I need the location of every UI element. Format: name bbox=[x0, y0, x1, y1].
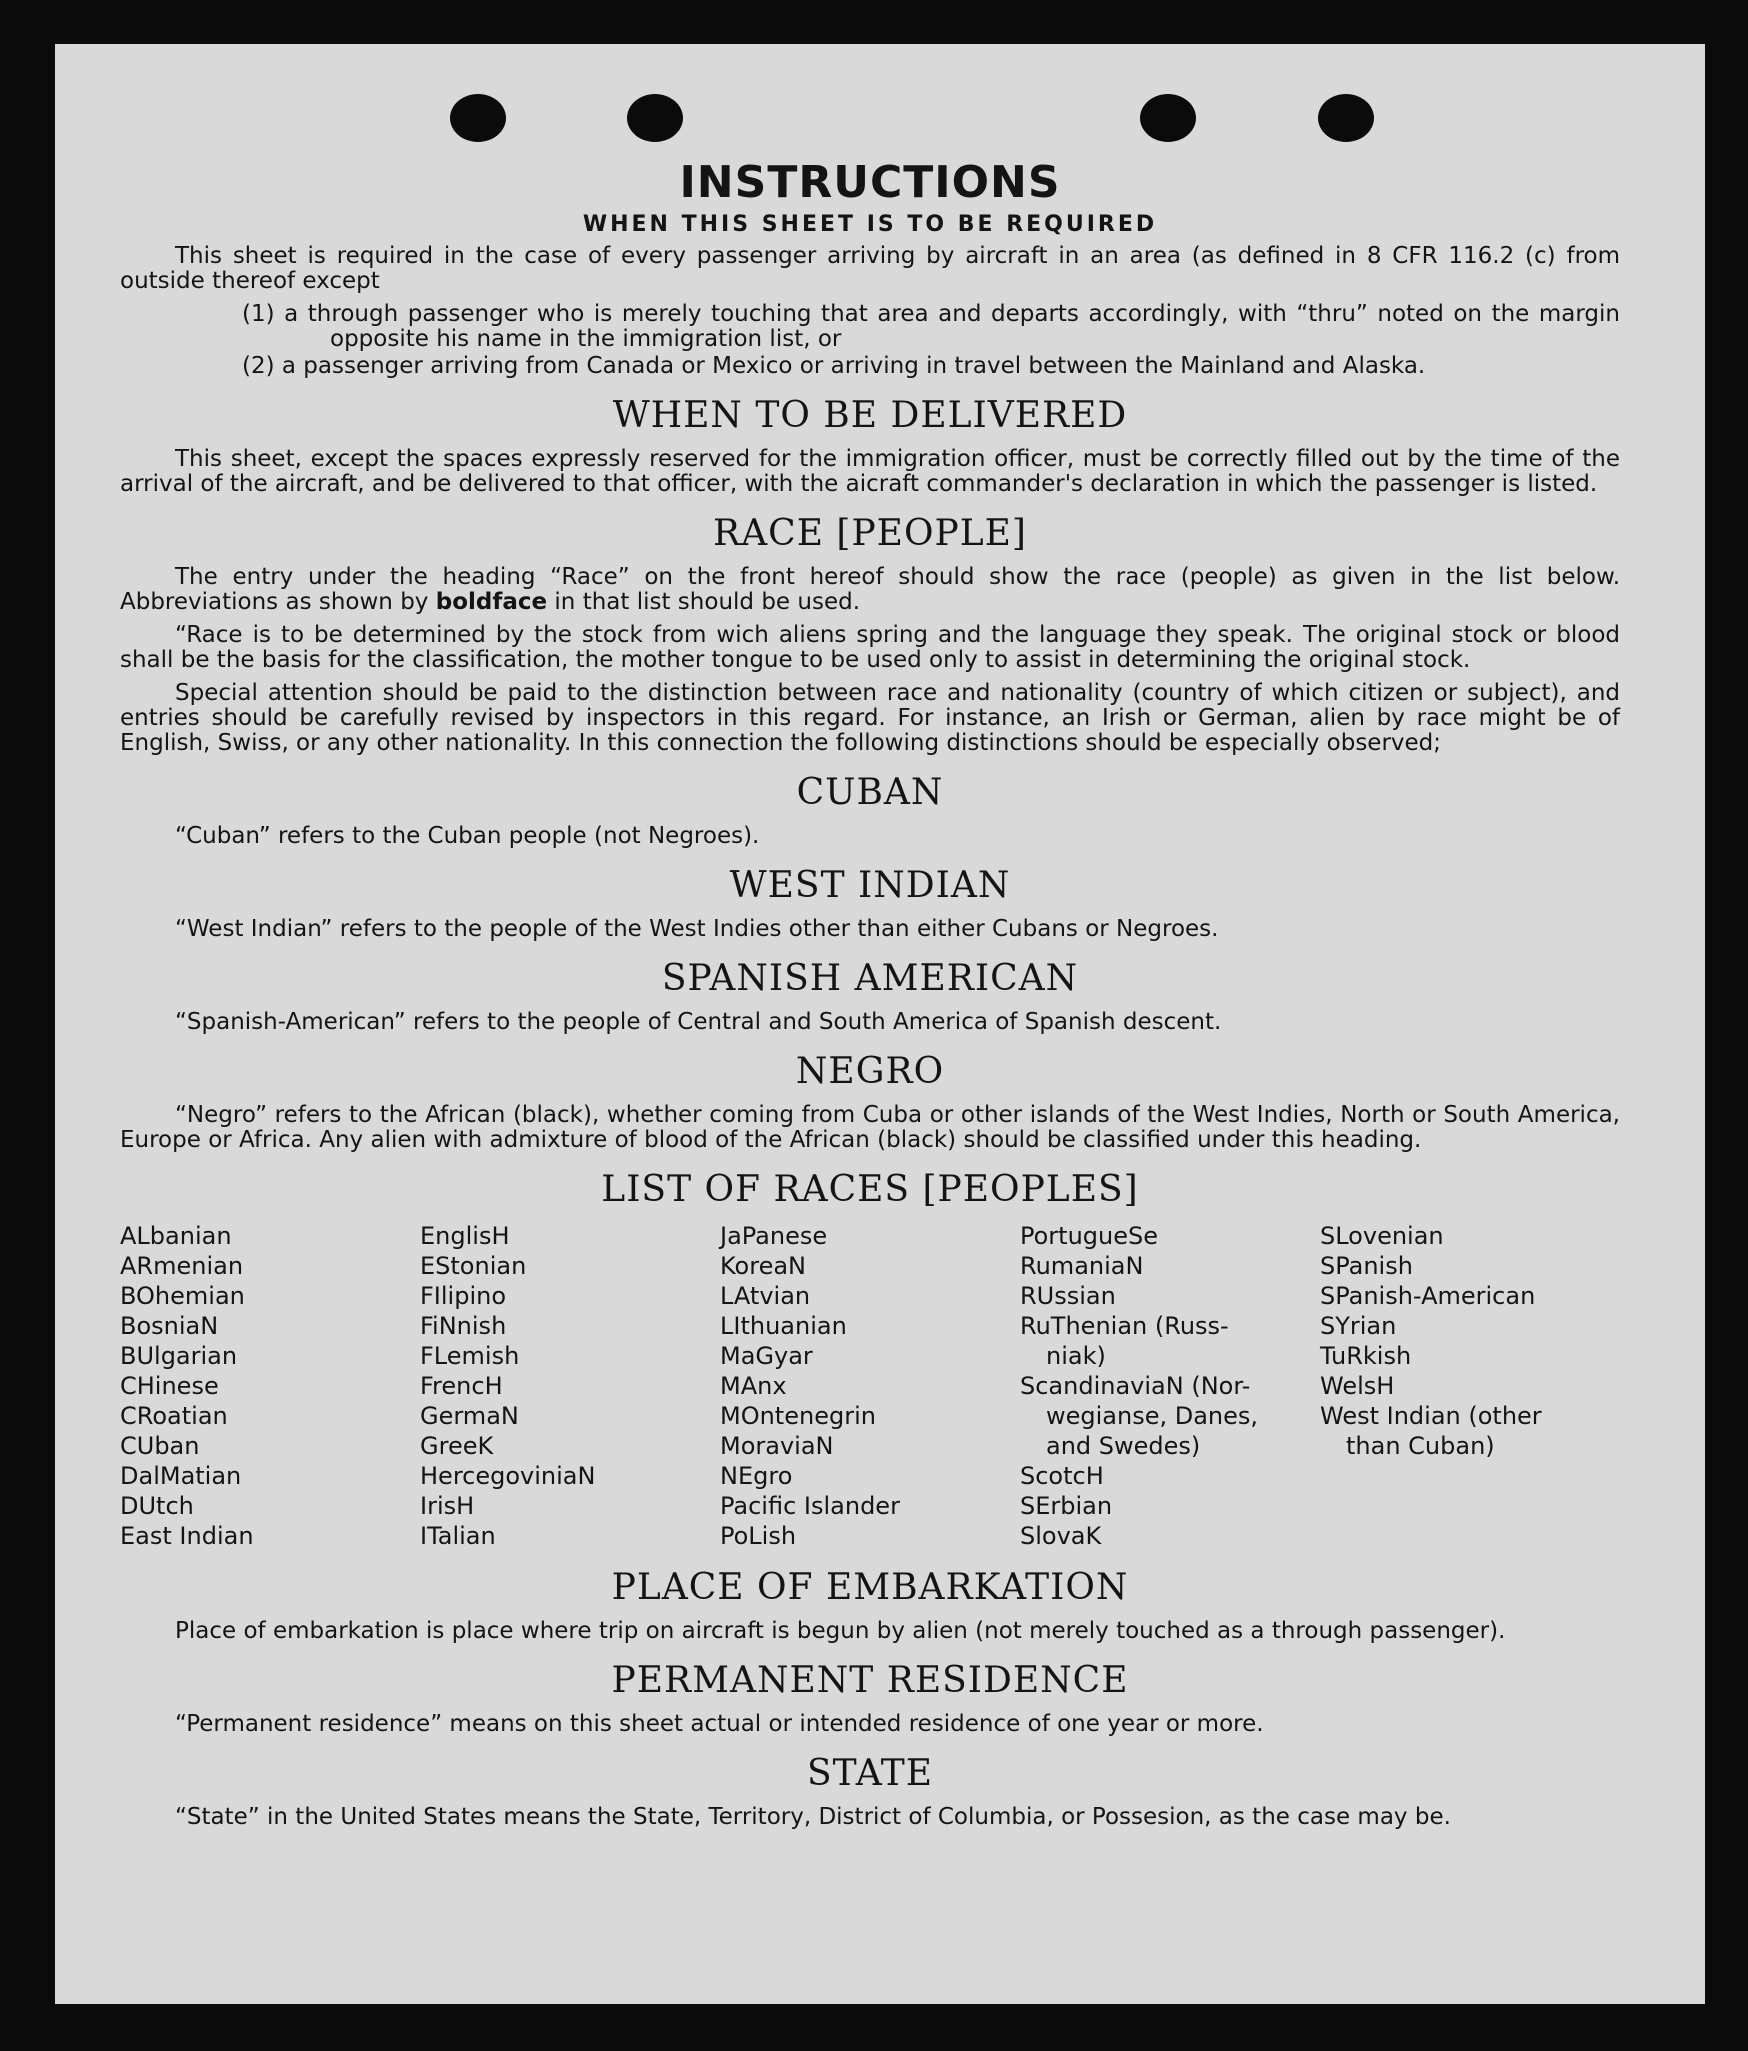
race-paragraph-1 bbox=[120, 565, 1620, 615]
punch-hole bbox=[450, 94, 506, 142]
list-item: ScotcH bbox=[1020, 1462, 1104, 1490]
state-text: “State” in the United States means the State, Territory, District of Columbia, or Possesion, as the case may be. bbox=[175, 1804, 1451, 1830]
list-item: ARmenian bbox=[120, 1252, 244, 1280]
delivered-heading: WHEN TO BE DELIVERED bbox=[612, 395, 1128, 436]
races-list bbox=[120, 1221, 1620, 1551]
list-item: CUban bbox=[120, 1432, 200, 1460]
list-item: FiNnish bbox=[420, 1312, 507, 1340]
residence-heading: PERMANENT RESIDENCE bbox=[611, 1660, 1129, 1701]
list-item: NEgro bbox=[720, 1462, 793, 1490]
races-column bbox=[1020, 1221, 1320, 1551]
delivered-text: This sheet, except the spaces expressly reserved for the immigration officer, must be correctly filled out by the time of the arrival of the aircraft, and be delivered to that officer, with the aicraft commander's declaration in which the passenger is listed. bbox=[120, 446, 1620, 497]
list-item: DalMatian bbox=[120, 1462, 242, 1490]
state-heading: STATE bbox=[806, 1753, 934, 1794]
list-of-races-heading: LIST OF RACES [PEOPLES] bbox=[601, 1169, 1139, 1210]
page-title: INSTRUCTIONS bbox=[679, 157, 1061, 208]
list-item: West Indian (other bbox=[1320, 1402, 1542, 1430]
list-item: SYrian bbox=[1320, 1312, 1397, 1340]
list-item: GermaN bbox=[420, 1402, 519, 1430]
races-column bbox=[420, 1221, 720, 1551]
race-paragraph-3: Special attention should be paid to the distinction between race and nationality (country of which citizen or subject), and entries should be carefully revised by inspectors in this regard. For instance, an Irish or German, alien by race might be of English, Swiss, or any other nationality. In this connection the following distinctions should be especially observed; bbox=[120, 680, 1620, 756]
list-item: FrencH bbox=[420, 1372, 503, 1400]
list-item: SPanish bbox=[1320, 1252, 1413, 1280]
list-item: SLovenian bbox=[1320, 1222, 1444, 1250]
list-item: SlovaK bbox=[1020, 1522, 1102, 1550]
list-item: IrisH bbox=[420, 1492, 475, 1520]
races-column bbox=[1320, 1221, 1620, 1551]
intro-paragraph: This sheet is required in the case of every passenger arriving by aircraft in an area (as defined in 8 CFR 116.2 (c) from outside thereof except bbox=[120, 243, 1620, 294]
list-item: Pacific Islander bbox=[720, 1492, 900, 1520]
boldface-word: boldface bbox=[435, 589, 548, 615]
list-item: GreeK bbox=[420, 1432, 494, 1460]
exception-item: (1) a through passenger who is merely touching that area and departs accordingly, with “thru” noted on the margin opposite his name in the immigration list, or bbox=[242, 301, 1620, 352]
list-item: JaPanese bbox=[720, 1222, 828, 1250]
list-item: SErbian bbox=[1020, 1492, 1113, 1520]
list-item: DUtch bbox=[120, 1492, 194, 1520]
punch-hole bbox=[1318, 94, 1374, 142]
list-item: BosniaN bbox=[120, 1312, 219, 1340]
races-column bbox=[120, 1221, 420, 1551]
instructions-document bbox=[120, 156, 1620, 1838]
list-item: than Cuban) bbox=[1346, 1432, 1495, 1460]
race-text: The entry under the heading “Race” on the front hereof should show the race (people) as given in the list below. Abbreviations as shown by bbox=[120, 564, 1620, 615]
list-item: PortugueSe bbox=[1020, 1222, 1158, 1250]
race-heading: RACE [PEOPLE] bbox=[713, 513, 1027, 554]
list-item: PoLish bbox=[720, 1522, 797, 1550]
list-item: RUssian bbox=[1020, 1282, 1116, 1310]
list-item: MAnx bbox=[720, 1372, 787, 1400]
list-item: and Swedes) bbox=[1046, 1432, 1201, 1460]
race-text: in that list should be used. bbox=[547, 589, 861, 615]
punch-hole bbox=[1140, 94, 1196, 142]
list-item: ITalian bbox=[420, 1522, 496, 1550]
list-item: TuRkish bbox=[1320, 1342, 1412, 1370]
list-item: MoraviaN bbox=[720, 1432, 834, 1460]
list-item: ScandinaviaN (Nor- bbox=[1020, 1372, 1251, 1400]
punch-hole bbox=[627, 94, 683, 142]
list-item: wegianse, Danes, bbox=[1046, 1402, 1259, 1430]
list-item: East Indian bbox=[120, 1522, 254, 1550]
list-item: RuThenian (Russ- bbox=[1020, 1312, 1229, 1340]
list-item: LAtvian bbox=[720, 1282, 811, 1310]
page-subtitle: WHEN THIS SHEET IS TO BE REQUIRED bbox=[582, 212, 1158, 237]
list-item: LIthuanian bbox=[720, 1312, 847, 1340]
list-item: MOntenegrin bbox=[720, 1402, 876, 1430]
list-item: CHinese bbox=[120, 1372, 219, 1400]
negro-heading: NEGRO bbox=[795, 1051, 945, 1092]
list-item: ALbanian bbox=[120, 1222, 232, 1250]
list-item: WelsH bbox=[1320, 1372, 1395, 1400]
list-item: MaGyar bbox=[720, 1342, 813, 1370]
races-column bbox=[720, 1221, 1020, 1551]
list-item: RumaniaN bbox=[1020, 1252, 1144, 1280]
west-indian-heading: WEST INDIAN bbox=[729, 865, 1011, 906]
list-item: FLemish bbox=[420, 1342, 520, 1370]
spanish-american-text: “Spanish-American” refers to the people of Central and South America of Spanish descent. bbox=[175, 1009, 1222, 1035]
spanish-american-heading: SPANISH AMERICAN bbox=[661, 958, 1079, 999]
list-item: EStonian bbox=[420, 1252, 527, 1280]
list-item: HercegoviniaN bbox=[420, 1462, 596, 1490]
list-item: FIlipino bbox=[420, 1282, 507, 1310]
race-paragraph-2: “Race is to be determined by the stock from wich aliens spring and the language they speak. The original stock or blood shall be the basis for the classification, the mother tongue to be used only to assist in determining the original stock. bbox=[120, 622, 1620, 673]
exception-item: (2) a passenger arriving from Canada or Mexico or arriving in travel between the Mainland and Alaska. bbox=[242, 353, 1426, 379]
list-item: SPanish-American bbox=[1320, 1282, 1536, 1310]
list-item: EnglisH bbox=[420, 1222, 510, 1250]
list-item: CRoatian bbox=[120, 1402, 228, 1430]
cuban-heading: CUBAN bbox=[796, 772, 944, 813]
list-item: BOhemian bbox=[120, 1282, 245, 1310]
embarkation-heading: PLACE OF EMBARKATION bbox=[611, 1567, 1129, 1608]
negro-text: “Negro” refers to the African (black), whether coming from Cuba or other islands of the West Indies, North or South America, Europe or Africa. Any alien with admixture of blood of the African (black) should be classified under this heading. bbox=[120, 1102, 1620, 1153]
residence-text: “Permanent residence” means on this sheet actual or intended residence of one year or more. bbox=[175, 1711, 1264, 1737]
document-sheet bbox=[55, 44, 1705, 2004]
cuban-text: “Cuban” refers to the Cuban people (not Negroes). bbox=[175, 823, 760, 849]
list-item: BUlgarian bbox=[120, 1342, 238, 1370]
list-item: KoreaN bbox=[720, 1252, 806, 1280]
list-item: niak) bbox=[1046, 1342, 1106, 1370]
embarkation-text: Place of embarkation is place where trip on aircraft is begun by alien (not merely touched as a through passenger). bbox=[175, 1618, 1506, 1644]
west-indian-text: “West Indian” refers to the people of the West Indies other than either Cubans or Negroes. bbox=[175, 916, 1219, 942]
